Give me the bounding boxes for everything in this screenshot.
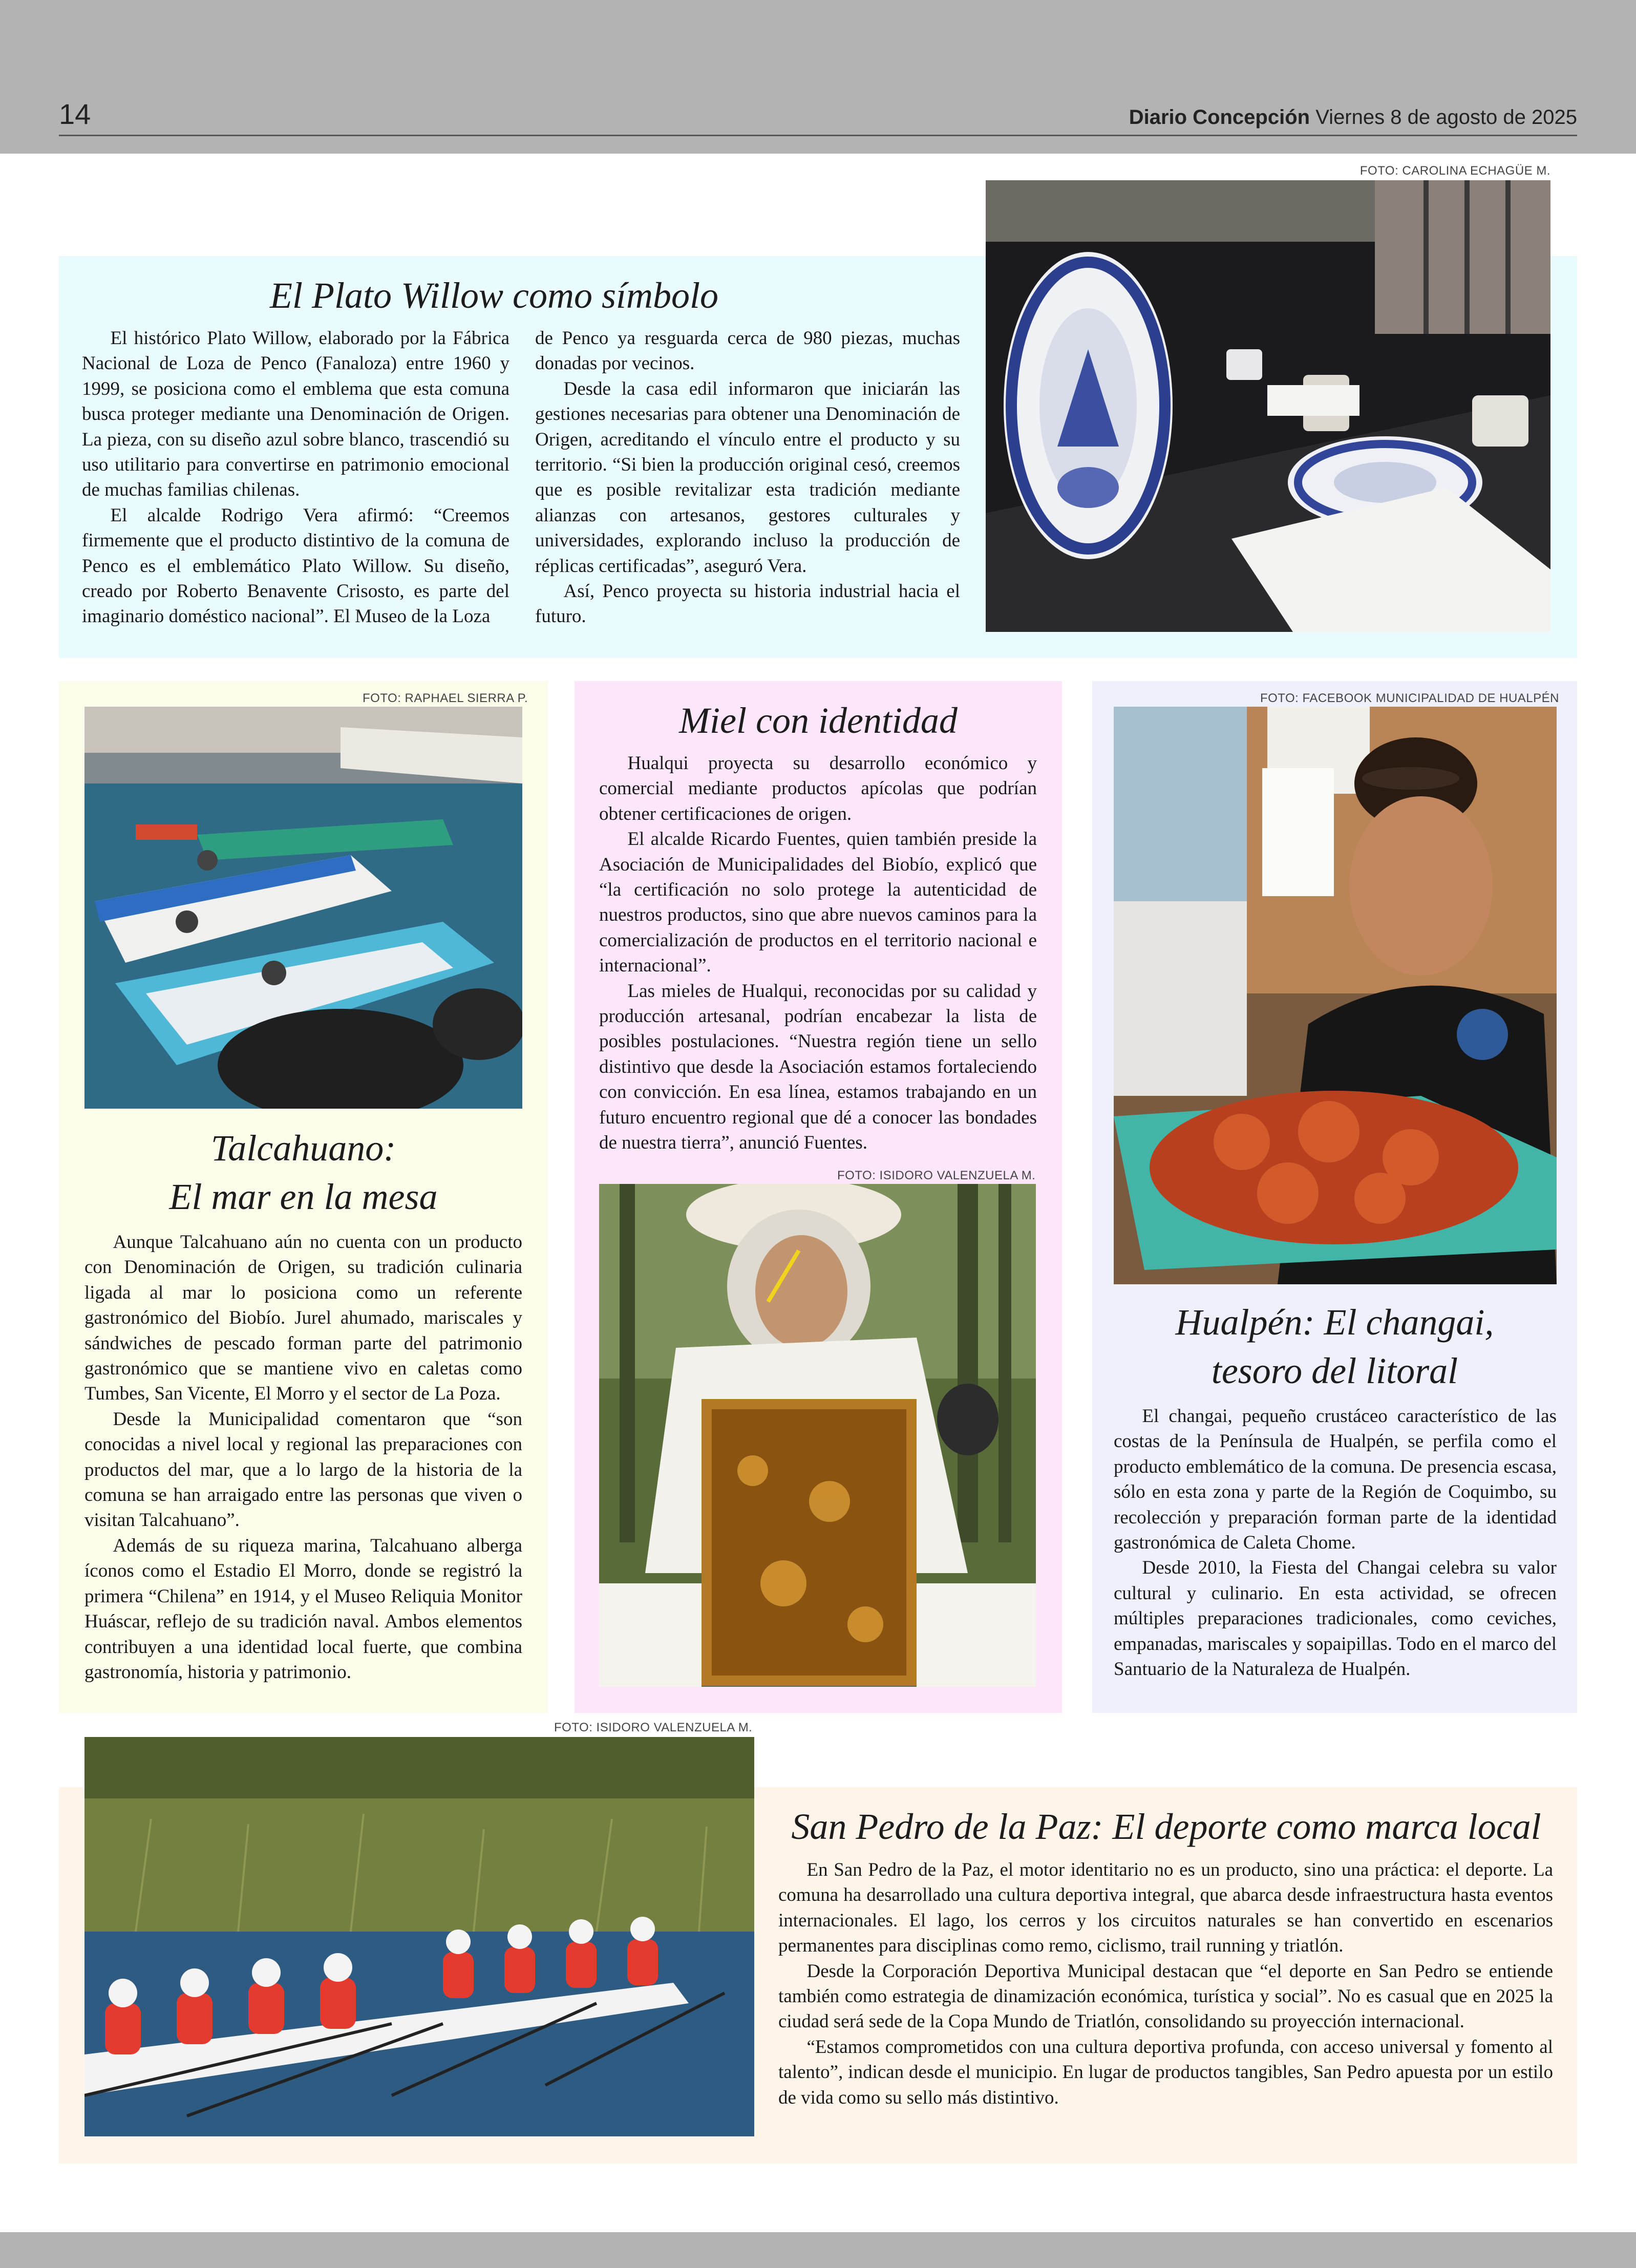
talcahuano-boats-photo (84, 707, 522, 1109)
paragraph: Así, Penco proyecta su historia industrial hacia el futuro. (535, 581, 960, 627)
paragraph: Además de su riqueza marina, Talcahuano alberga íconos como el Estadio El Morro, donde se registró la primera “Chilena” en 1914, y el Museo Reliquia Monitor Huáscar, reflejo de su tradición naval. Ambos elementos contribuyen a una identidad local fuerte, que combina gastronomía, historia y patrimonio. (84, 1535, 522, 1683)
photo-credit: FOTO: RAPHAEL SIERRA P. (363, 691, 528, 705)
page-number: 14 (59, 98, 91, 130)
paragraph: Desde la casa edil informaron que iniciarán las gestiones necesarias para obtener una Denominación de Origen, acreditando el vínculo entre el producto y su territorio. “Si bien la producción original cesó, creemos que es posible revitalizar esta tradición mediante alianzas con artesanos, gestores culturales y universidades, explorando incluso la producción de réplicas certificadas”, aseguró Vera. (535, 378, 960, 577)
masthead (1129, 106, 1577, 129)
paragraph: El alcalde Ricardo Fuentes, quien también preside la Asociación de Municipalidades del Biobío, explicó que “la certificación no solo protege la autenticidad de nuestros productos, sino que abre nuevos caminos para la comercialización de productos en el territorio nacional e internacional”. (599, 829, 1037, 977)
sanpedro-headline: San Pedro de la Paz: El deporte como marca local (791, 1806, 1541, 1847)
hualpen-headline (1095, 1298, 1575, 1395)
paragraph: de Penco ya resguarda cerca de 980 piezas, muchas donadas por vecinos. (535, 328, 960, 374)
paragraph: “Estamos comprometidos con una cultura deportiva profunda, con acceso universal y fomento al talento”, indican desde el municipio. En lugar de productos tangibles, San Pedro apuesta por un estilo de vida como su sello más distintivo. (778, 2036, 1553, 2108)
paragraph: El histórico Plato Willow, elaborado por la Fábrica Nacional de Loza de Penco (Fanaloza) entre 1960 y 1999, se posiciona como el emblema que esta comuna busca proteger mediante una Denominación de Origen. La pieza, con su diseño azul sobre blanco, trascendió su uso utilitario para convertirse en patrimonio emocional de muchas familias chilenas. (82, 328, 509, 501)
willow-headline: El Plato Willow como símbolo (270, 275, 718, 316)
paragraph: Desde la Corporación Deportiva Municipal destacan que “el deporte en San Pedro se entiende también como estrategia de dinamización económica, turística y social”. No es casual que en 2025 la ciudad será sede de la Copa Mundo de Triatlón, consolidando su proyección internacional. (778, 1960, 1553, 2032)
page-header-bar (0, 0, 1636, 154)
sanpedro-body (778, 1857, 1553, 2110)
hualpen-body (1114, 1404, 1557, 1682)
willow-plate-photo (986, 180, 1550, 632)
paragraph: El alcalde Rodrigo Vera afirmó: “Creemos firmemente que el producto distintivo de la comuna de Penco es el emblemático Plato Willow. Su diseño, creado por Roberto Benavente Crisosto, es parte del imaginario doméstico nacional”. El Museo de la Loza (82, 504, 509, 627)
willow-column-2 (535, 326, 960, 629)
miel-headline: Miel con identidad (679, 700, 958, 741)
talcahuano-headline (61, 1124, 545, 1221)
page-footer-bar (0, 2232, 1636, 2268)
changai-photo (1114, 707, 1557, 1284)
headline-line: Hualpén: El changai, (1175, 1302, 1494, 1343)
talcahuano-body (84, 1230, 522, 1685)
newspaper-brand: Diario Concepción (1129, 106, 1310, 129)
headline-line: tesoro del litoral (1211, 1350, 1458, 1392)
miel-body (599, 751, 1037, 1156)
headline-line: El mar en la mesa (169, 1176, 438, 1218)
issue-date: Viernes 8 de agosto de 2025 (1315, 106, 1577, 129)
photo-credit: FOTO: ISIDORO VALENZUELA M. (554, 1721, 753, 1734)
paragraph: El changai, pequeño crustáceo característico de las costas de la Península de Hualpén, se perfila como el producto emblemático de la comuna. De presencia escasa, sólo en esta zona y parte de la Región de Coquimbo, su recolección y preparación forman parte de la identidad gastronómica de Caleta Chome. (1114, 1406, 1557, 1554)
paragraph: Aunque Talcahuano aún no cuenta con un producto con Denominación de Origen, su tradición culinaria ligada al mar lo posiciona como un referente gastronómico del Biobío. Jurel ahumado, mariscales y sándwiches de pescado forman parte del patrimonio gastronómico que se mantiene vivo en caletas como Tumbes, San Vicente, El Morro y el sector de La Poza. (84, 1232, 522, 1405)
beekeeper-photo (599, 1184, 1036, 1687)
headline-line: Talcahuano: (210, 1128, 396, 1169)
header-rule (59, 135, 1577, 136)
paragraph: En San Pedro de la Paz, el motor identitario no es un producto, sino una práctica: el deporte. La comuna ha desarrollado una cultura deportiva integral, que abarca desde infraestructura hasta eventos internacionales. El lago, los cerros y los circuitos naturales se han convertido en escenarios permanentes para disciplinas como remo, ciclismo, trail running y triatlón. (778, 1859, 1553, 1957)
willow-column-1 (82, 326, 509, 629)
paragraph: Las mieles de Hualqui, reconocidas por su calidad y producción artesanal, podrían encabezar la lista de posibles postulaciones. “Nuestra región tiene un sello distintivo que desde la Asociación estamos fortaleciendo con convicción. En esa línea, estamos trabajando en un futuro encuentro regional que dé a conocer las bondades de nuestra tierra”, anunció Fuentes. (599, 980, 1037, 1154)
rowing-photo (84, 1737, 754, 2136)
photo-credit: FOTO: FACEBOOK MUNICIPALIDAD DE HUALPÉN (1260, 691, 1559, 705)
paragraph: Hualqui proyecta su desarrollo económico y comercial mediante productos apícolas que podrían obtener certificaciones de origen. (599, 753, 1037, 824)
photo-credit: FOTO: ISIDORO VALENZUELA M. (837, 1169, 1036, 1182)
photo-credit: FOTO: CAROLINA ECHAGÜE M. (1359, 164, 1550, 178)
paragraph: Desde 2010, la Fiesta del Changai celebra su valor cultural y culinario. En esta actividad, se ofrecen múltiples preparaciones tradicionales, como ceviches, empanadas, mariscales y sopaipillas. Todo en el marco del Santuario de la Naturaleza de Hualpén. (1114, 1557, 1557, 1680)
paragraph: Desde la Municipalidad comentaron que “son conocidas a nivel local y regional las preparaciones con productos del mar, que a lo largo de la historia de la comuna se han arraigado entre las personas que viven o visitan Talcahuano”. (84, 1408, 522, 1531)
